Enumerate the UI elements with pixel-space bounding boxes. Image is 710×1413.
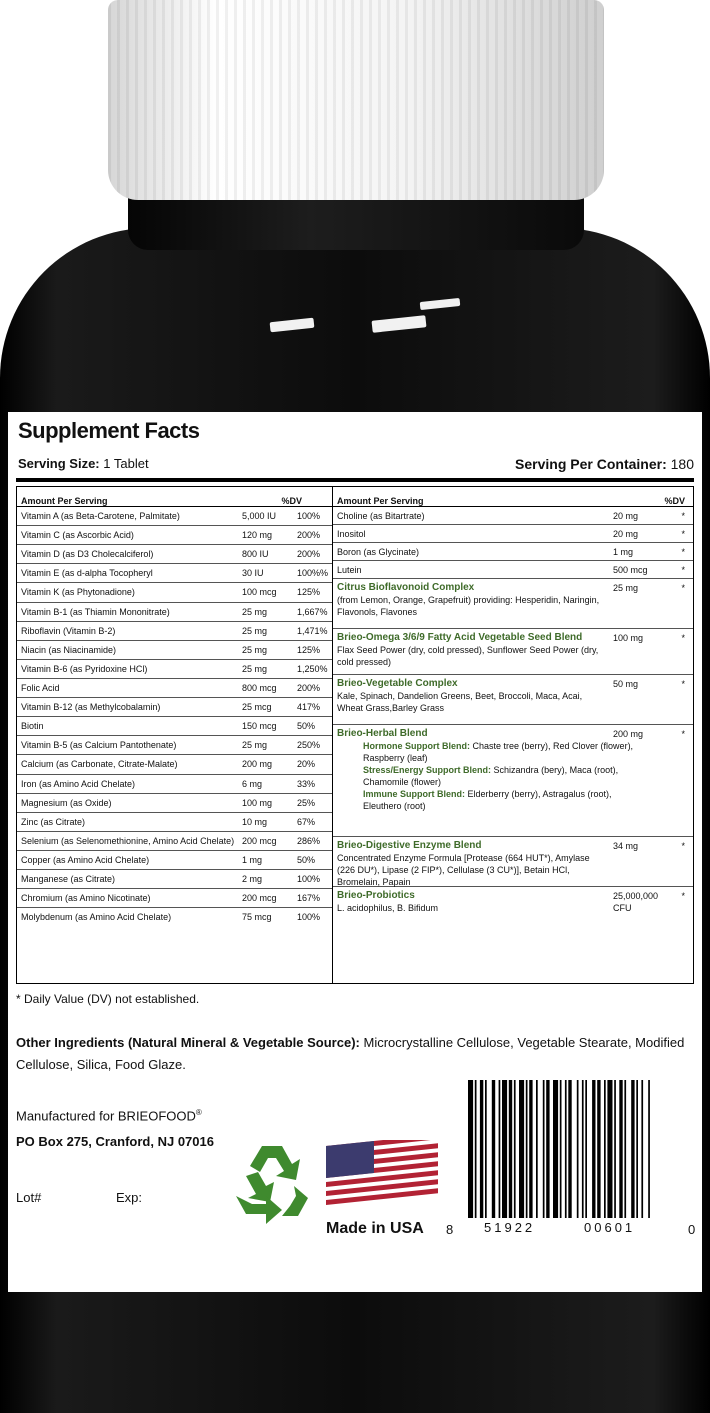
barcode-bar <box>480 1080 483 1218</box>
nutrient-name: Molybdenum (as Amino Acid Chelate) <box>21 912 172 923</box>
barcode-bar <box>641 1080 643 1218</box>
nutrient-name: Vitamin E (as d-alpha Tocopheryl <box>21 568 153 579</box>
nutrient-amount: 25 mg <box>242 663 268 674</box>
nutrient-name: Lutein <box>337 565 362 575</box>
nutrient-name: Biotin <box>21 721 44 732</box>
nutrient-dv: 100%% <box>297 568 329 579</box>
nutrient-dv: 1,667% <box>297 606 328 617</box>
nutrient-dv: 50% <box>297 854 316 865</box>
barcode-bar <box>526 1080 528 1218</box>
usa-flag-icon <box>326 1140 438 1206</box>
nutrient-name: Boron (as Glycinate) <box>337 547 420 557</box>
nutrient-amount: 30 IU <box>242 568 264 579</box>
nutrient-row <box>17 832 332 851</box>
nutrient-dv: 286% <box>297 835 321 846</box>
nutrient-name: Vitamin B-6 (as Pyridoxine HCl) <box>21 663 148 674</box>
nutrient-dv: * <box>681 547 685 557</box>
barcode-bar <box>648 1080 650 1218</box>
nutrient-dv: 100% <box>297 511 321 521</box>
nutrient-name: Vitamin C (as Ascorbic Acid) <box>21 530 134 541</box>
nutrient-row <box>17 813 332 832</box>
nutrient-row <box>17 679 332 698</box>
barcode-bar <box>502 1080 507 1218</box>
barcode-bar <box>553 1080 558 1218</box>
nutrient-row <box>17 889 332 908</box>
nutrient-amount: 100 mcg <box>242 587 277 598</box>
nutrient-name: Choline (as Bitartrate) <box>337 511 425 521</box>
nutrient-dv: 200% <box>297 530 321 541</box>
nutrient-row <box>17 660 332 679</box>
nutrient-amount: 25 mg <box>242 644 268 655</box>
vegetable-row: Brieo-Vegetable Complex Kale, Spinach, Dandelion Greens, Beet, Broccoli, Maca, Acai, Wheat Grass,Barley Grass 50 mg * <box>333 675 693 725</box>
barcode-bar <box>597 1080 600 1218</box>
nutrient-dv: * <box>681 511 685 521</box>
nutrient-row <box>333 543 693 561</box>
nutrient-amount: 20 mg <box>613 511 639 521</box>
nutrient-amount: 25 mg <box>242 625 268 636</box>
barcode-bar <box>485 1080 487 1218</box>
barcode-bar <box>585 1080 587 1218</box>
nutrient-dv: 1,250% <box>297 663 328 674</box>
nutrient-row <box>17 755 332 774</box>
lot-label: Lot# <box>16 1190 42 1205</box>
enzyme-row: Brieo-Digestive Enzyme Blend Concentrated Enzyme Formula [Protease (664 HUT*), Amylase (226 DU*), Lipase (2 FIP*), Cellulase (3 CU*)], Betain HCl, Bromelain, Papain 34 mg * <box>333 837 693 887</box>
barcode-bar <box>607 1080 612 1218</box>
nutrient-row <box>333 507 693 525</box>
nutrient-row <box>17 794 332 813</box>
nutrient-amount: 800 IU <box>242 549 269 560</box>
barcode-bar <box>529 1080 532 1218</box>
other-ingredients: Other Ingredients (Natural Mineral & Vegetable Source): Microcrystalline Cellulose, Vegetable Stearate, Modified Cellulose, Silica, Food Glaze. <box>16 1035 685 1072</box>
nutrient-amount: 20 mg <box>613 529 639 539</box>
nutrient-amount: 800 mcg <box>242 682 277 693</box>
barcode-bar <box>604 1080 606 1218</box>
nutrient-dv: 100% <box>297 912 321 923</box>
nutrient-dv: 167% <box>297 893 321 904</box>
nutrient-row <box>17 641 332 660</box>
nutrient-row <box>17 775 332 794</box>
nutrient-dv: 125% <box>297 644 321 655</box>
nutrient-dv: * <box>681 529 685 539</box>
barcode-bar <box>577 1080 579 1218</box>
nutrient-name: Magnesium (as Oxide) <box>21 797 112 808</box>
nutrient-row <box>17 908 332 927</box>
made-in-usa: Made in USA <box>326 1220 424 1237</box>
divider <box>16 478 694 482</box>
bottle-cap <box>108 0 604 200</box>
nutrient-amount: 25 mg <box>242 740 268 751</box>
nutrient-dv: 1,471% <box>297 625 328 636</box>
nutrient-name: Vitamin B-12 (as Methylcobalamin) <box>21 702 161 713</box>
nutrient-name: Niacin (as Niacinamide) <box>21 644 117 655</box>
barcode-bar <box>636 1080 638 1218</box>
barcode-lead-digit: 8 <box>446 1222 454 1237</box>
nutrient-dv: 25% <box>297 797 316 808</box>
nutrient-name: Riboflavin (Vitamin B-2) <box>21 625 116 636</box>
nutrient-amount: 75 mcg <box>242 912 272 923</box>
facts-left-column <box>17 487 333 983</box>
nutrient-row <box>333 525 693 543</box>
barcode-bar <box>475 1080 477 1218</box>
servings-per-container: Serving Per Container: 180 <box>515 456 694 472</box>
nutrient-row <box>17 622 332 641</box>
nutrient-amount: 10 mg <box>242 816 268 827</box>
barcode-bar <box>619 1080 622 1218</box>
nutrient-name: Selenium (as Selenomethionine, Amino Acid Chelate) <box>21 835 235 846</box>
product-label <box>8 412 702 1292</box>
recycle-icon <box>230 1140 314 1226</box>
nutrient-amount: 120 mg <box>242 530 273 541</box>
nutrient-row <box>333 561 693 579</box>
nutrient-amount: 100 mg <box>242 797 273 808</box>
nutrient-row <box>17 698 332 717</box>
nutrient-name: Chromium (as Amino Nicotinate) <box>21 893 151 904</box>
barcode-bar <box>468 1080 473 1218</box>
nutrient-name: Manganese (as Citrate) <box>21 874 116 885</box>
nutrient-amount: 1 mg <box>613 547 634 557</box>
barcode-bar <box>546 1080 549 1218</box>
nutrient-amount: 200 mcg <box>242 893 277 904</box>
nutrient-name: Vitamin A (as Beta-Carotene, Palmitate) <box>21 511 180 521</box>
nutrient-row <box>17 603 332 622</box>
nutrient-amount: 25 mcg <box>242 702 272 713</box>
right-header: Amount Per Serving %DV <box>333 487 693 507</box>
barcode-bar <box>519 1080 524 1218</box>
nutrient-dv: 100% <box>297 874 321 885</box>
nutrient-name: Vitamin K (as Phytonadione) <box>21 587 135 598</box>
nutrient-amount: 200 mg <box>242 759 273 770</box>
nutrient-name: Folic Acid <box>21 682 60 693</box>
probiotic-row: Brieo-Probiotics L. acidophilus, B. Bifidum 25,000,000 CFU * <box>337 890 685 913</box>
barcode-bar <box>499 1080 501 1218</box>
nutrient-amount: 5,000 IU <box>242 511 277 521</box>
barcode-bar <box>536 1080 538 1218</box>
barcode-bar <box>592 1080 595 1218</box>
barcode-bar <box>568 1080 571 1218</box>
barcode-bar <box>582 1080 584 1218</box>
nutrient-amount: 500 mcg <box>613 565 648 575</box>
nutrient-dv: 200% <box>297 549 321 560</box>
nutrient-dv: 200% <box>297 682 321 693</box>
nutrient-name: Copper (as Amino Acid Chelate) <box>21 854 150 865</box>
nutrient-name: Calcium (as Carbonate, Citrate-Malate) <box>21 759 178 770</box>
nutrient-amount: 25 mg <box>242 606 268 617</box>
facts-table <box>16 486 694 984</box>
serving-size: Serving Size: 1 Tablet <box>18 456 149 471</box>
footnote: * Daily Value (DV) not established. <box>16 992 200 1006</box>
nutrient-row <box>17 564 332 583</box>
barcode-right-digits: 00601 <box>584 1220 636 1235</box>
nutrient-row <box>17 851 332 870</box>
nutrient-row <box>17 870 332 889</box>
nutrient-dv: * <box>681 565 685 575</box>
barcode-bar <box>514 1080 516 1218</box>
left-header: Amount Per Serving %DV <box>17 487 332 507</box>
nutrient-row <box>17 545 332 564</box>
citrus-row: Citrus Bioflavonoid Complex (from Lemon, Orange, Grapefruit) providing: Hesperidin, Naringin, Flavonols, Flavones 25 mg * <box>333 579 693 629</box>
nutrient-name: Vitamin D (as D3 Cholecalciferol) <box>21 549 154 560</box>
nutrient-row <box>17 736 332 755</box>
herbal-row: Brieo-Herbal Blend Hormone Support Blend: Chaste tree (berry), Red Clover (flower), Raspberry (leaf) Stress/Energy Support Blend: Schizandra (bery), Maca (root), Chamomile (flower) Immune Support Blend: Elderberry (berry), Astragalus (root), Eleuthero (root) 200 mg * <box>333 725 693 837</box>
nutrient-row <box>17 507 332 526</box>
nutrient-dv: 417% <box>297 702 321 713</box>
nutrient-amount: 2 mg <box>242 874 263 885</box>
barcode-bar <box>509 1080 512 1218</box>
facts-right-column <box>333 487 693 983</box>
barcode <box>466 1080 692 1232</box>
nutrient-row <box>17 583 332 602</box>
nutrient-dv: 33% <box>297 778 316 789</box>
supplement-facts-title: Supplement Facts <box>18 418 200 443</box>
nutrient-row <box>17 526 332 545</box>
nutrient-amount: 200 mcg <box>242 835 277 846</box>
barcode-bar <box>565 1080 567 1218</box>
nutrient-name: Inositol <box>337 529 366 539</box>
nutrient-name: Vitamin B-5 (as Calcium Pantothenate) <box>21 740 177 751</box>
barcode-bar <box>614 1080 616 1218</box>
nutrient-name: Iron (as Amino Acid Chelate) <box>21 778 136 789</box>
barcode-bar <box>624 1080 626 1218</box>
nutrient-name: Vitamin B-1 (as Thiamin Mononitrate) <box>21 606 170 617</box>
barcode-bar <box>631 1080 634 1218</box>
nutrient-dv: 67% <box>297 816 316 827</box>
nutrient-dv: 20% <box>297 759 316 770</box>
exp-label: Exp: <box>116 1190 143 1205</box>
nutrient-dv: 250% <box>297 740 321 751</box>
barcode-bar <box>560 1080 562 1218</box>
nutrient-amount: 1 mg <box>242 854 263 865</box>
address: PO Box 275, Cranford, NJ 07016 <box>16 1134 214 1149</box>
barcode-bar <box>543 1080 545 1218</box>
manufacturer: Manufactured for BRIEOFOOD® <box>16 1108 202 1124</box>
nutrient-amount: 6 mg <box>242 778 263 789</box>
nutrient-name: Zinc (as Citrate) <box>21 816 86 827</box>
nutrient-row <box>17 717 332 736</box>
nutrient-amount: 150 mcg <box>242 721 277 732</box>
barcode-left-digits: 51922 <box>484 1220 536 1235</box>
omega-row: Brieo-Omega 3/6/9 Fatty Acid Vegetable Seed Blend Flax Seed Power (dry, cold pressed), Sunflower Seed Power (dry, cold pressed) 100 mg * <box>333 629 693 675</box>
barcode-trail-digit: 0 <box>688 1222 696 1237</box>
nutrient-dv: 125% <box>297 587 321 598</box>
nutrient-dv: 50% <box>297 721 316 732</box>
barcode-bar <box>492 1080 495 1218</box>
